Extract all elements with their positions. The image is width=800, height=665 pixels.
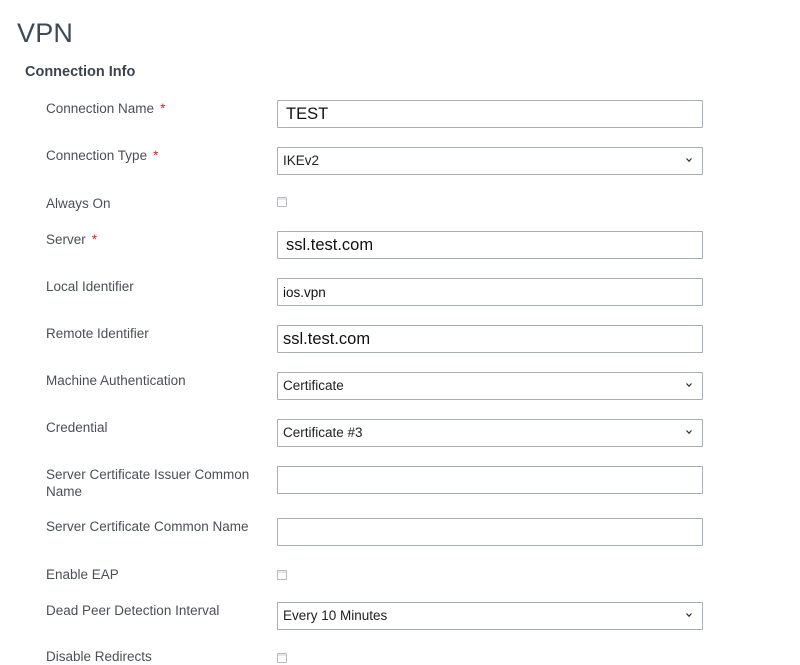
server-label: Server * bbox=[46, 232, 98, 247]
chevron-down-icon bbox=[686, 382, 692, 388]
server-cert-cn-input[interactable] bbox=[277, 518, 703, 546]
machine-authentication-select[interactable] bbox=[277, 372, 703, 400]
chevron-down-icon bbox=[686, 612, 692, 618]
connection-name-label: Connection Name * bbox=[46, 101, 166, 116]
local-identifier-label: Local Identifier bbox=[46, 279, 134, 294]
required-star: * bbox=[91, 232, 98, 247]
enable-eap-checkbox[interactable] bbox=[277, 570, 287, 580]
page-title: VPN bbox=[17, 18, 74, 48]
dead-peer-detection-label: Dead Peer Detection Interval bbox=[46, 603, 220, 618]
credential-value: Certificate #3 bbox=[283, 425, 363, 440]
always-on-label: Always On bbox=[46, 196, 111, 211]
dead-peer-detection-select[interactable] bbox=[277, 602, 703, 630]
server-cert-issuer-cn-label: Server Certificate Issuer Common Name bbox=[46, 467, 250, 499]
machine-authentication-value: Certificate bbox=[283, 378, 344, 393]
server-input[interactable] bbox=[277, 231, 703, 259]
local-identifier-input[interactable] bbox=[277, 278, 703, 306]
credential-select[interactable] bbox=[277, 419, 703, 447]
enable-eap-label: Enable EAP bbox=[46, 567, 119, 582]
credential-label: Credential bbox=[46, 420, 108, 435]
chevron-down-icon bbox=[686, 429, 692, 435]
remote-identifier-label: Remote Identifier bbox=[46, 326, 149, 341]
section-title-connection-info: Connection Info bbox=[25, 64, 136, 80]
disable-redirects-checkbox[interactable] bbox=[277, 653, 287, 663]
remote-identifier-input[interactable] bbox=[277, 325, 703, 353]
required-star: * bbox=[153, 148, 159, 163]
connection-type-select[interactable] bbox=[277, 147, 703, 175]
machine-authentication-label: Machine Authentication bbox=[46, 373, 186, 388]
connection-type-value: IKEv2 bbox=[283, 153, 320, 168]
required-star: * bbox=[160, 101, 166, 116]
server-cert-issuer-cn-input[interactable] bbox=[277, 466, 703, 494]
chevron-down-icon bbox=[686, 157, 692, 163]
server-cert-cn-label: Server Certificate Common Name bbox=[46, 519, 249, 534]
connection-type-label: Connection Type * bbox=[46, 148, 159, 163]
connection-name-input[interactable] bbox=[277, 100, 703, 128]
dead-peer-detection-value: Every 10 Minutes bbox=[283, 608, 388, 623]
always-on-checkbox[interactable] bbox=[277, 197, 287, 207]
disable-redirects-label: Disable Redirects bbox=[46, 649, 152, 664]
